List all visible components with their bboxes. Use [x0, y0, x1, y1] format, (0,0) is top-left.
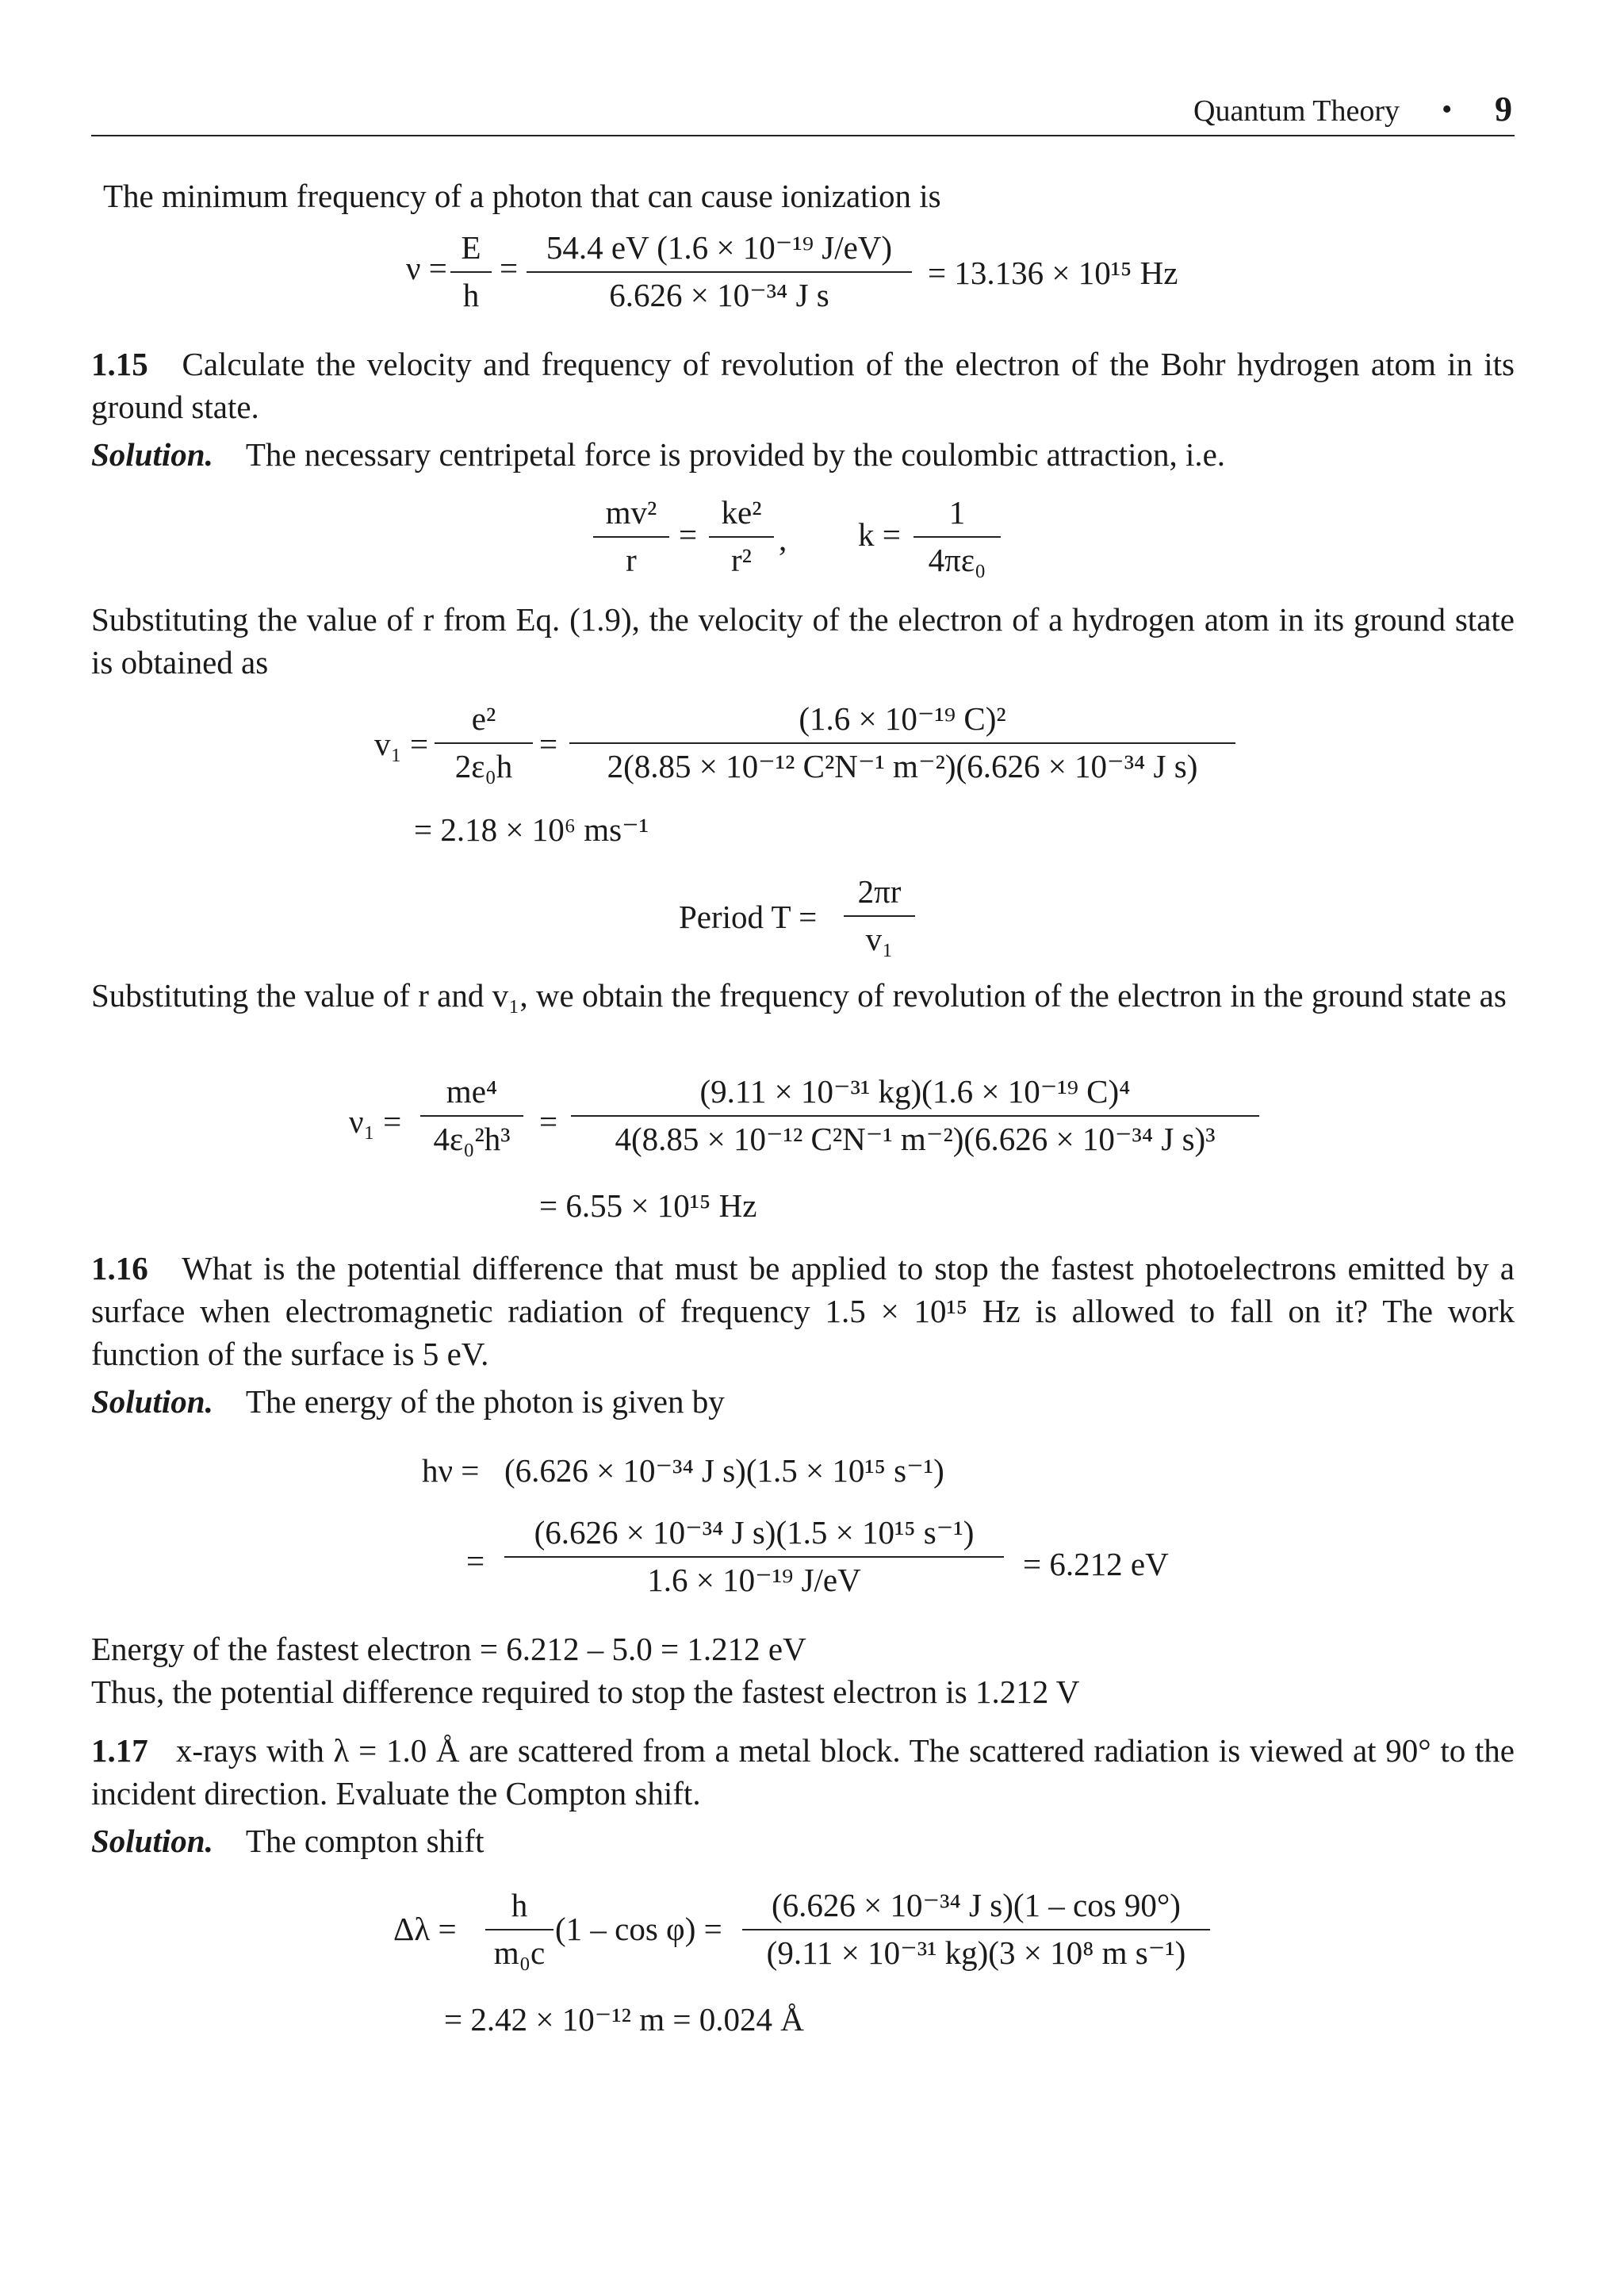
eq-compton-lhs: Δλ =: [393, 1911, 457, 1947]
solution-1-16-label: Solution.: [91, 1383, 213, 1420]
eq-nu1-frac1-num: me⁴: [420, 1072, 523, 1117]
solution-1-16-text: The energy of the photon is given by: [245, 1383, 725, 1420]
solution-1-17-text: The compton shift: [245, 1823, 485, 1859]
eq-v1-equals: =: [539, 726, 558, 762]
eq-compton-frac2-den: (9.11 × 10⁻³¹ kg)(3 × 10⁸ m s⁻¹): [766, 1934, 1186, 1971]
eq-coulomb-rhs-den: r²: [731, 542, 752, 578]
eq-k-frac: [914, 493, 1001, 579]
header-rule: [91, 135, 1515, 136]
eq-nu1-lhs: ν₁ =: [349, 1103, 402, 1140]
eq-v1-frac1-num: e²: [435, 700, 533, 744]
problem-1-17: [91, 1729, 1515, 1815]
running-title: Quantum Theory: [1193, 94, 1400, 128]
eq-centripetal-lhs-den: r: [626, 542, 637, 578]
intro-eq-result: = 13.136 × 10¹⁵ Hz: [928, 255, 1178, 291]
problem-1-15: [91, 343, 1515, 428]
eq-hnu-ev-equals: =: [466, 1543, 485, 1579]
eq-nu1-result: = 6.55 × 10¹⁵ Hz: [539, 1187, 757, 1224]
eq-compton-result: = 2.42 × 10⁻¹² m = 0.024 Å: [444, 2001, 804, 2038]
eq-centripetal-comma: ,: [779, 521, 787, 558]
eq-v1-result: = 2.18 × 10⁶ ms⁻¹: [414, 811, 649, 848]
period-label: Period T =: [679, 899, 818, 935]
page-number: 9: [1495, 90, 1512, 128]
eq-v1-frac2: [569, 700, 1235, 785]
eq-nu1-frac1-den: 4ε₀²h³: [433, 1121, 511, 1157]
eq-coulomb-rhs: [709, 493, 774, 579]
eq-compton-frac1-den: m₀c: [493, 1934, 546, 1971]
eq-k-frac-den: 4πε₀: [928, 542, 986, 578]
potential-difference-result: Thus, the potential difference required to stop the fastest electron is 1.212 V: [91, 1673, 1080, 1710]
eq-nu1-frac2: [571, 1072, 1259, 1158]
eq-centripetal-lhs-num: mv²: [593, 493, 669, 538]
problem-1-15-question: Calculate the velocity and frequency of revolution of the electron of the Bohr hydrogen atom in its ground state.: [91, 346, 1515, 425]
solution-1-15-text: The necessary centripetal force is provided by the coulombic attraction, i.e.: [245, 436, 1226, 473]
intro-eq-lhs: ν =: [406, 250, 447, 286]
eq-hnu-ev-num: (6.626 × 10⁻³⁴ J s)(1.5 × 10¹⁵ s⁻¹): [504, 1513, 1004, 1558]
eq-nu1-equals: =: [539, 1103, 558, 1140]
energy-fastest-electron: Energy of the fastest electron = 6.212 – 5.0 = 1.212 eV: [91, 1631, 806, 1667]
substituting-r-v1-text: Substituting the value of r and v₁, we obtain the frequency of revolution of the electron in the ground state as: [91, 977, 1507, 1014]
intro-eq-frac1: [450, 228, 492, 314]
eq-v1-lhs: v₁ =: [374, 726, 429, 762]
eq-compton-frac2-num: (6.626 × 10⁻³⁴ J s)(1 – cos 90°): [742, 1886, 1210, 1930]
header-bullet: •: [1442, 93, 1453, 126]
intro-eq-frac1-den: h: [462, 277, 480, 313]
eq-k-frac-num: 1: [914, 493, 1001, 538]
solution-1-17: [91, 1819, 484, 1862]
period-frac: [844, 872, 915, 958]
eq-v1-frac2-den: 2(8.85 × 10⁻¹² C²N⁻¹ m⁻²)(6.626 × 10⁻³⁴ J s): [607, 748, 1198, 784]
problem-1-15-number: 1.15: [91, 346, 148, 382]
intro-eq-frac2-num: 54.4 eV (1.6 × 10⁻¹⁹ J/eV): [527, 228, 912, 273]
eq-nu1-frac1: [420, 1072, 523, 1158]
intro-eq-frac2-den: 6.626 × 10⁻³⁴ J s: [609, 277, 829, 313]
eq-compton-frac1: [485, 1886, 553, 1972]
eq-hnu-ev-frac: [504, 1513, 1004, 1599]
intro-text: The minimum frequency of a photon that can cause ionization is: [103, 178, 941, 214]
eq-hnu-lhs: hν =: [422, 1452, 480, 1489]
solution-1-15-label: Solution.: [91, 436, 213, 473]
eq-hnu-ev-den: 1.6 × 10⁻¹⁹ J/eV: [647, 1562, 861, 1598]
eq-hnu-rhs: (6.626 × 10⁻³⁴ J s)(1.5 × 10¹⁵ s⁻¹): [504, 1452, 944, 1489]
problem-1-17-number: 1.17: [91, 1732, 148, 1769]
solution-1-15: [91, 433, 1225, 476]
problem-1-17-question: x-rays with λ = 1.0 Å are scattered from a metal block. The scattered radiation is viewed at 90° to the incident direction. Evaluate the Compton shift.: [91, 1732, 1515, 1812]
intro-eq-equals: =: [500, 250, 519, 286]
eq-v1-frac1-den: 2ε₀h: [454, 748, 513, 784]
eq-centripetal-equals: =: [679, 516, 698, 553]
eq-nu1-frac2-den: 4(8.85 × 10⁻¹² C²N⁻¹ m⁻²)(6.626 × 10⁻³⁴ J s)³: [615, 1121, 1216, 1157]
eq-coulomb-rhs-num: ke²: [709, 493, 774, 538]
eq-nu1-frac2-num: (9.11 × 10⁻³¹ kg)(1.6 × 10⁻¹⁹ C)⁴: [571, 1072, 1259, 1117]
eq-hnu-ev-result: = 6.212 eV: [1023, 1546, 1169, 1582]
intro-eq-frac2: [527, 228, 912, 314]
eq-compton-mid: (1 – cos φ) =: [555, 1911, 722, 1947]
eq-centripetal-lhs: [593, 493, 669, 579]
period-frac-num: 2πr: [844, 872, 915, 917]
eq-k-label: k =: [858, 516, 901, 553]
problem-1-16: [91, 1247, 1515, 1375]
solution-1-16: [91, 1380, 725, 1423]
problem-1-16-number: 1.16: [91, 1250, 148, 1286]
eq-v1-frac2-num: (1.6 × 10⁻¹⁹ C)²: [569, 700, 1235, 744]
intro-eq-frac1-num: E: [450, 228, 492, 273]
substituting-r-text: Substituting the value of r from Eq. (1.9), the velocity of the electron of a hydrogen atom in its ground state is obtained as: [91, 601, 1515, 681]
eq-v1-frac1: [435, 700, 533, 785]
eq-compton-frac2: [742, 1886, 1210, 1972]
eq-compton-frac1-num: h: [485, 1886, 553, 1930]
period-frac-den: v₁: [865, 921, 894, 957]
solution-1-17-label: Solution.: [91, 1823, 213, 1859]
problem-1-16-question: What is the potential difference that must be applied to stop the fastest photoelectrons emitted by a surface when electromagnetic radiation of frequency 1.5 × 10¹⁵ Hz is allowed to fall on it? The work function of the surface is 5 eV.: [91, 1250, 1515, 1372]
